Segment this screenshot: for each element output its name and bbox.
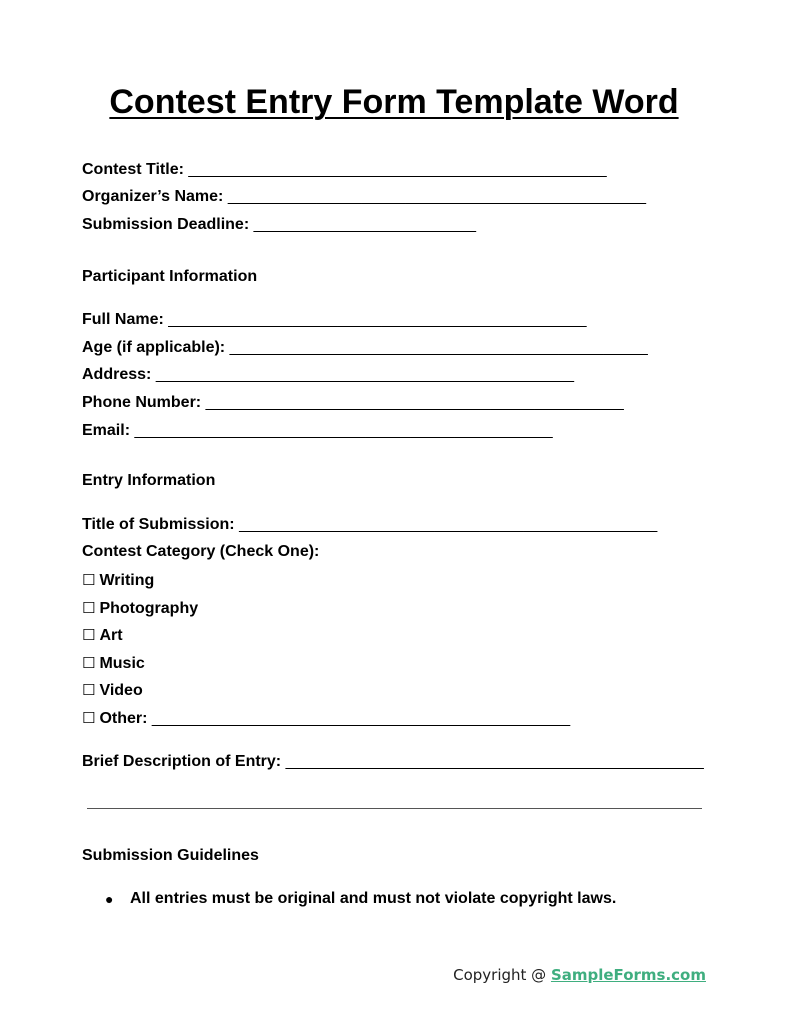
copyright-footer bbox=[453, 966, 706, 984]
description-continuation-line[interactable] bbox=[87, 808, 702, 809]
checkbox-icon[interactable]: ☐ bbox=[82, 626, 96, 644]
field-label: Address: bbox=[82, 366, 152, 383]
field-label: Title of Submission: bbox=[82, 516, 235, 533]
bullet-icon: ● bbox=[105, 891, 114, 907]
category-option-video[interactable] bbox=[82, 680, 143, 701]
category-option-music[interactable] bbox=[82, 653, 145, 674]
option-label: Music bbox=[99, 655, 145, 672]
option-label: Writing bbox=[99, 572, 155, 589]
entry-heading: Entry Information bbox=[82, 472, 216, 489]
full-name-field bbox=[82, 310, 586, 330]
checkbox-icon[interactable]: ☐ bbox=[82, 654, 96, 672]
address-blank[interactable]: _______________________________________________ bbox=[155, 366, 575, 383]
submission-title-field bbox=[82, 515, 657, 535]
submission-deadline-field bbox=[82, 215, 476, 235]
submission-title-blank[interactable]: _______________________________________________ bbox=[239, 516, 658, 533]
description-blank[interactable]: _______________________________________________ bbox=[285, 753, 704, 770]
option-label: Photography bbox=[99, 600, 199, 617]
full-name-blank[interactable]: _______________________________________________ bbox=[168, 311, 587, 328]
field-label: Submission Deadline: bbox=[82, 216, 250, 233]
option-label: Other: bbox=[99, 710, 148, 727]
category-option-photography[interactable] bbox=[82, 598, 198, 619]
email-field bbox=[82, 421, 553, 441]
email-blank[interactable]: _______________________________________________ bbox=[134, 422, 553, 439]
organizer-name-field bbox=[82, 187, 646, 207]
page-title: Contest Entry Form Template Word bbox=[109, 83, 679, 121]
option-label: Video bbox=[99, 682, 143, 699]
address-field bbox=[82, 365, 574, 385]
checkbox-icon[interactable]: ☐ bbox=[82, 571, 96, 589]
checkbox-icon[interactable]: ☐ bbox=[82, 681, 96, 699]
contest-title-blank[interactable]: _______________________________________________ bbox=[188, 161, 607, 178]
age-field bbox=[82, 338, 648, 358]
participant-heading: Participant Information bbox=[82, 268, 258, 285]
age-blank[interactable]: _______________________________________________ bbox=[229, 339, 648, 356]
field-label: Email: bbox=[82, 422, 131, 439]
field-label: Brief Description of Entry: bbox=[82, 753, 282, 770]
category-option-writing[interactable] bbox=[82, 570, 154, 591]
field-label: Contest Title: bbox=[82, 161, 184, 178]
field-label: Phone Number: bbox=[82, 394, 202, 411]
field-label: Age (if applicable): bbox=[82, 339, 226, 356]
submission-deadline-blank[interactable]: _________________________ bbox=[253, 216, 477, 233]
field-label: Organizer’s Name: bbox=[82, 188, 224, 205]
checkbox-icon[interactable]: ☐ bbox=[82, 709, 96, 727]
category-label: Contest Category (Check One): bbox=[82, 543, 320, 560]
organizer-name-blank[interactable]: _______________________________________________ bbox=[227, 188, 647, 205]
other-category-blank[interactable]: _______________________________________________ bbox=[151, 710, 571, 727]
description-field bbox=[82, 752, 704, 772]
option-label: Art bbox=[99, 627, 123, 644]
phone-field bbox=[82, 393, 624, 413]
guideline-item: All entries must be original and must not violate copyright laws. bbox=[130, 890, 617, 907]
checkbox-icon[interactable]: ☐ bbox=[82, 599, 96, 617]
guidelines-heading: Submission Guidelines bbox=[82, 847, 259, 864]
field-label: Full Name: bbox=[82, 311, 164, 328]
contest-title-field bbox=[82, 160, 607, 180]
category-option-art[interactable] bbox=[82, 625, 123, 646]
sampleforms-link[interactable]: SampleForms.com bbox=[550, 966, 706, 984]
copyright-text: Copyright @ bbox=[453, 966, 551, 984]
category-option-other[interactable] bbox=[82, 708, 570, 729]
phone-blank[interactable]: _______________________________________________ bbox=[205, 394, 624, 411]
